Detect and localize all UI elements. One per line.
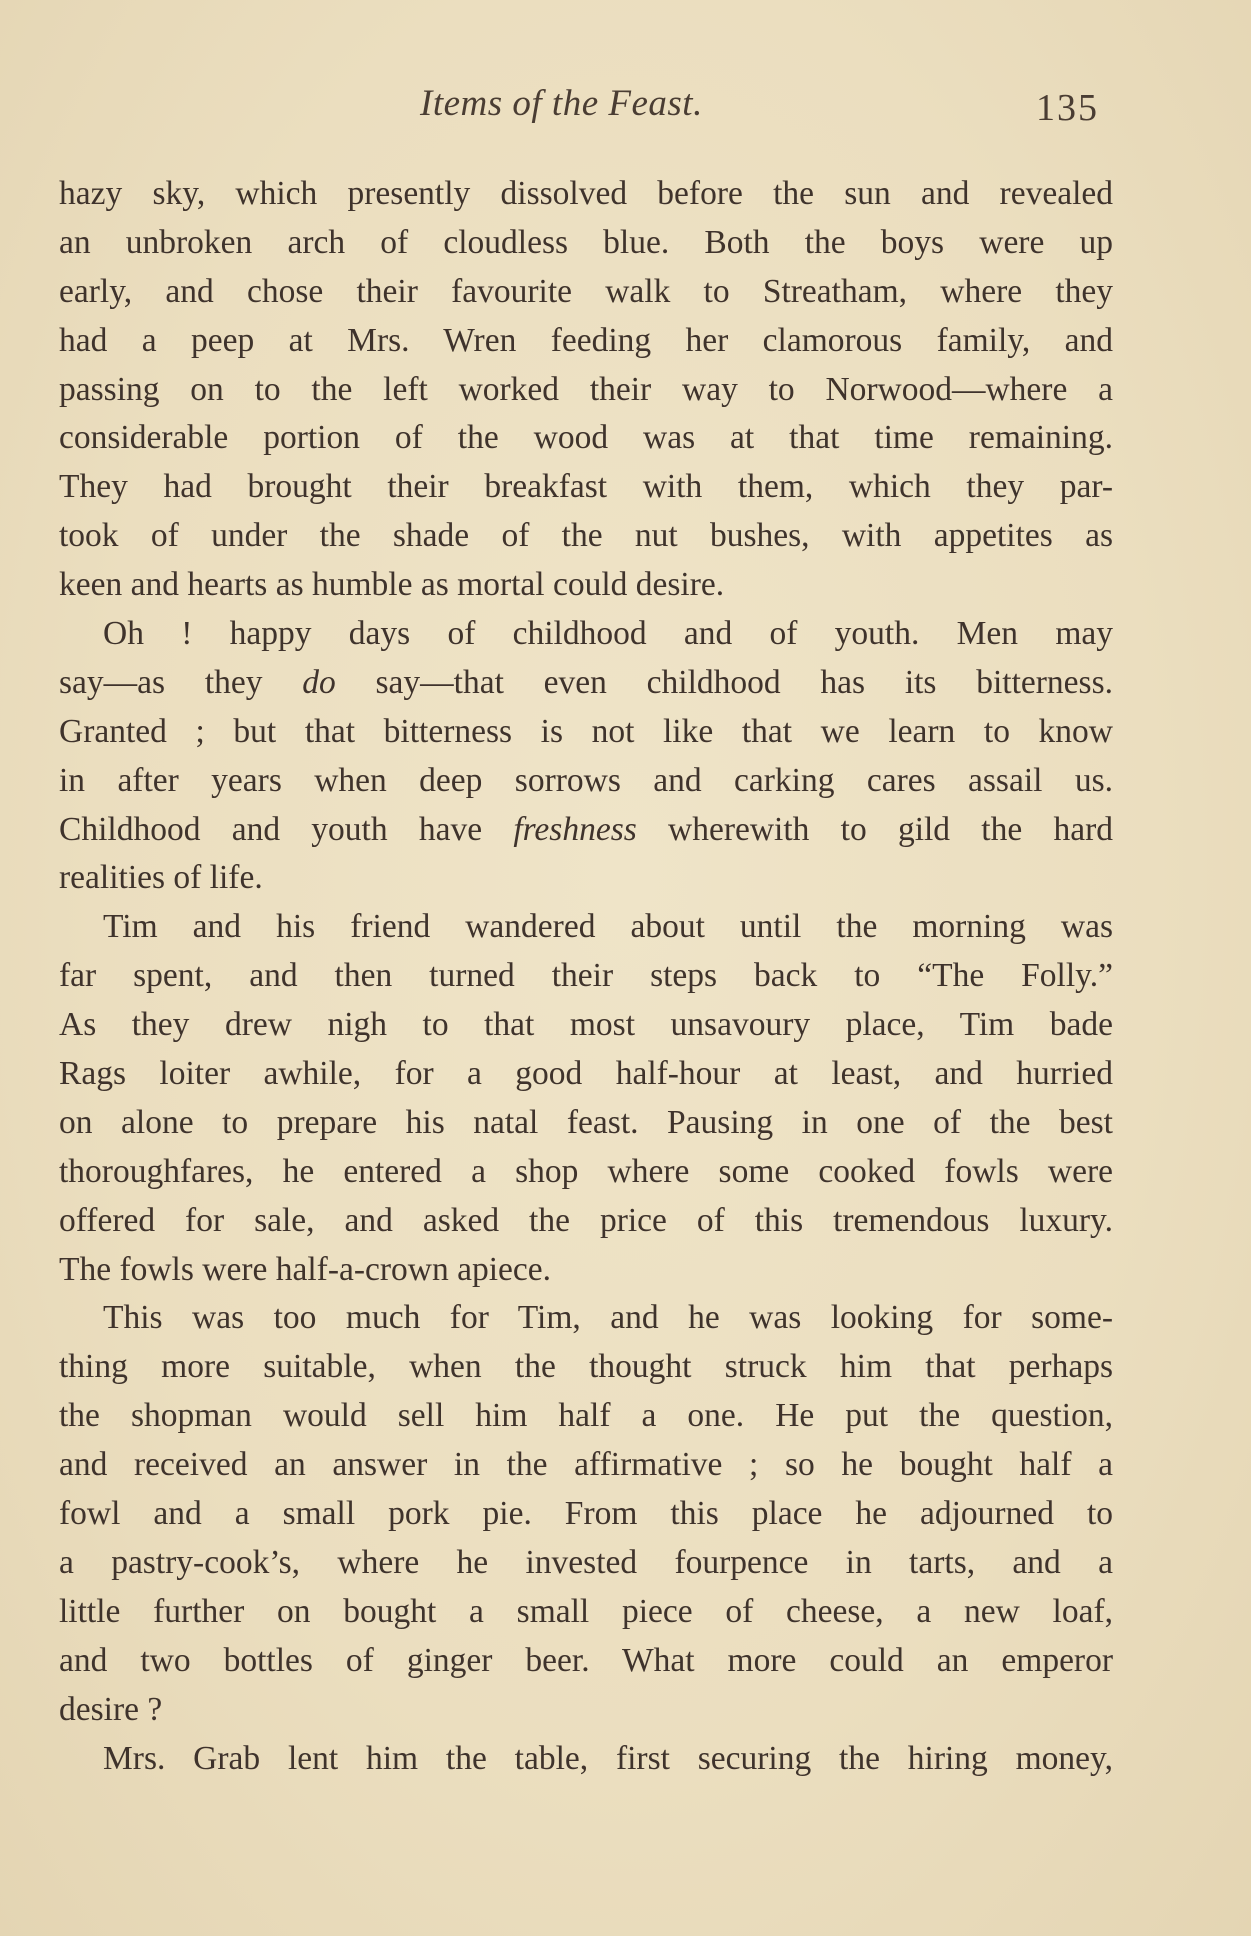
text-line: considerable portion of the wood was at that time remaining.	[59, 419, 1113, 457]
paragraph	[59, 903, 1113, 1294]
text-line: Oh ! happy days of childhood and of youth. Men may	[103, 615, 1113, 653]
paragraph	[59, 610, 1113, 903]
text-line: keen and hearts as humble as mortal could desire.	[59, 566, 725, 604]
text-line: took of under the shade of the nut bushes, with appetites as	[59, 517, 1113, 555]
text-line: on alone to prepare his natal feast. Pausing in one of the best	[59, 1103, 1113, 1141]
italic-word: do	[302, 663, 336, 701]
text-line	[59, 806, 1113, 855]
text-line: in after years when deep sorrows and carking cares assail us.	[59, 761, 1113, 799]
text-line: As they drew nigh to that most unsavoury place, Tim bade	[59, 1006, 1113, 1044]
text-line: had a peep at Mrs. Wren feeding her clamorous family, and	[59, 321, 1113, 359]
text-line: The fowls were half-a-crown apiece.	[59, 1250, 551, 1288]
text-line: They had brought their breakfast with them, which they par-	[59, 468, 1113, 506]
text-line	[59, 659, 1113, 708]
text-line: and received an answer in the affirmative ; so he bought half a	[59, 1446, 1113, 1484]
text-line: the shopman would sell him half a one. He put the question,	[59, 1397, 1113, 1435]
text-line: Mrs. Grab lent him the table, first securing the hiring money,	[103, 1739, 1113, 1777]
text-run: say—that even childhood has its bitterness.	[335, 663, 1113, 701]
running-title: Items of the Feast.	[420, 83, 703, 124]
text-line: and two bottles of ginger beer. What more could an emperor	[59, 1641, 1113, 1679]
text-line: desire ?	[59, 1690, 163, 1728]
text-line: hazy sky, which presently dissolved before the sun and revealed	[59, 175, 1113, 212]
text-line: Granted ; but that bitterness is not like that we learn to know	[59, 712, 1113, 750]
text-line: early, and chose their favourite walk to Streatham, where they	[59, 272, 1113, 310]
text-run: wherewith to gild the hard	[636, 810, 1113, 848]
italic-word: freshness	[513, 810, 637, 848]
body-text	[59, 170, 1113, 1783]
text-line: a pastry-cook’s, where he invested fourpence in tarts, and a	[59, 1543, 1113, 1581]
paragraph	[59, 1294, 1113, 1734]
text-run: Childhood and youth have	[59, 810, 514, 848]
text-line: Rags loiter awhile, for a good half-hour at least, and hurried	[59, 1055, 1113, 1093]
page-number: 135	[1036, 87, 1099, 129]
text-line: an unbroken arch of cloudless blue. Both the boys were up	[59, 223, 1113, 261]
text-line: fowl and a small pork pie. From this place he adjourned to	[59, 1495, 1113, 1533]
text-line: passing on to the left worked their way to Norwood—where a	[59, 370, 1113, 408]
text-line: far spent, and then turned their steps back to “The Folly.”	[59, 957, 1113, 995]
text-line: Tim and his friend wandered about until the morning was	[103, 908, 1113, 946]
text-line: little further on bought a small piece of cheese, a new loaf,	[59, 1592, 1113, 1630]
text-line: offered for sale, and asked the price of this tremendous luxury.	[59, 1201, 1113, 1239]
page-header	[0, 82, 1251, 142]
text-line: thing more suitable, when the thought struck him that perhaps	[59, 1348, 1113, 1386]
paragraph	[59, 1735, 1113, 1784]
text-line: realities of life.	[59, 859, 263, 897]
text-line: This was too much for Tim, and he was looking for some-	[103, 1299, 1113, 1337]
text-line: thoroughfares, he entered a shop where some cooked fowls were	[59, 1152, 1113, 1190]
paragraph	[59, 170, 1113, 610]
text-run: say—as they	[59, 663, 303, 701]
